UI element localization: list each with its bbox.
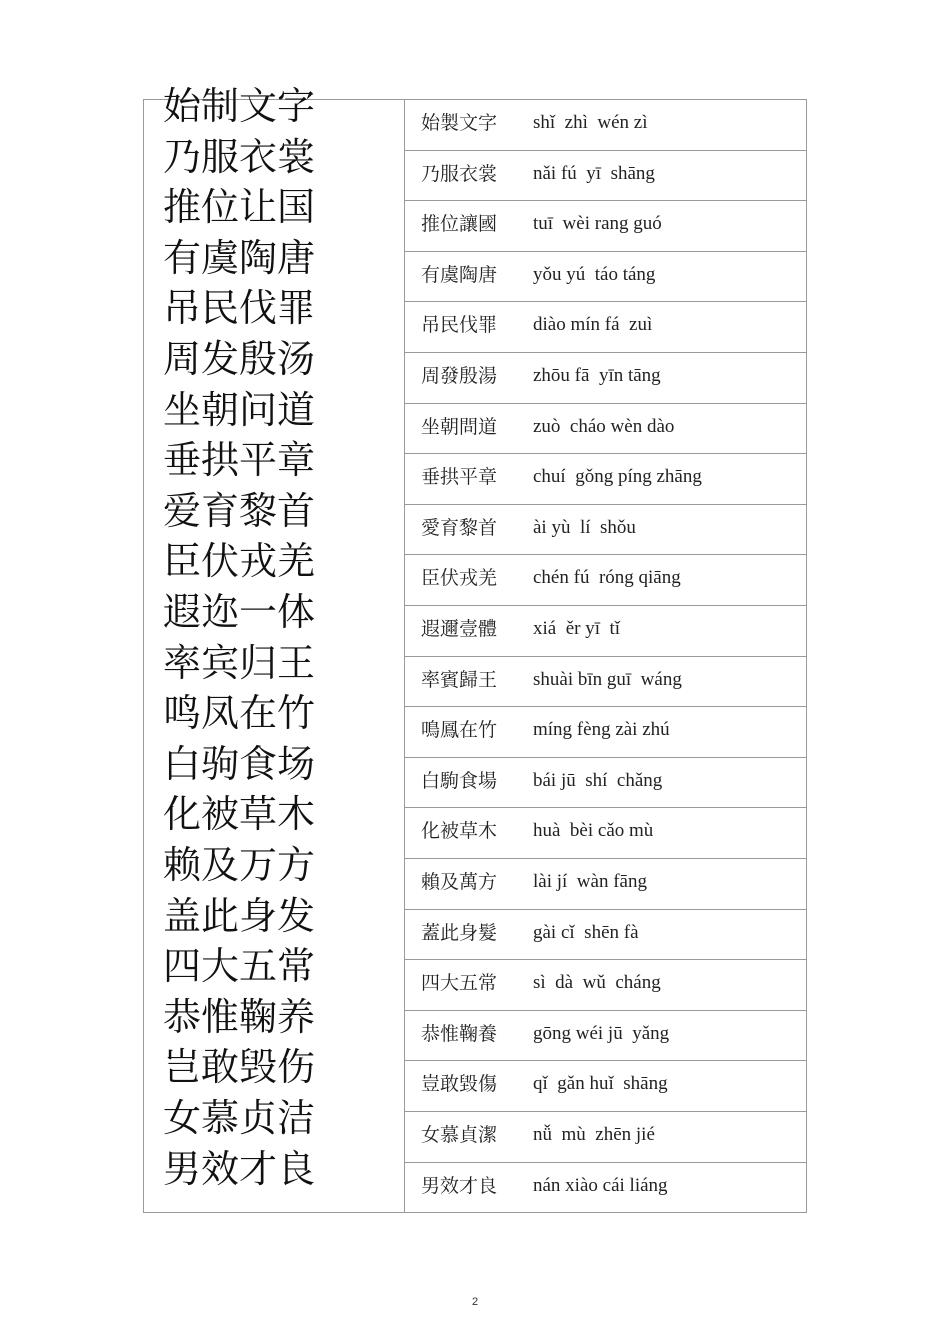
- traditional-phrase: 愛育黎首: [421, 516, 498, 539]
- row-separator: [404, 1162, 806, 1163]
- row-separator: [404, 1010, 806, 1011]
- row-separator: [404, 403, 806, 404]
- simplified-phrase: 盖此身发: [163, 893, 316, 938]
- pinyin-reading: chén fú róng qiāng: [533, 567, 681, 589]
- simplified-phrase: 吊民伐罪: [163, 286, 316, 331]
- row-separator: [404, 757, 806, 758]
- simplified-phrase: 赖及万方: [163, 843, 316, 887]
- pinyin-reading: nǎi fú yī shāng: [533, 162, 655, 184]
- row-separator: [404, 251, 806, 252]
- traditional-phrase: 乃服衣裳: [421, 162, 498, 185]
- simplified-phrase: 化被草木: [163, 792, 316, 837]
- simplified-phrase: 臣伏戎羌: [163, 539, 316, 584]
- pinyin-reading: chuí gǒng píng zhāng: [533, 466, 702, 488]
- row-separator: [404, 200, 806, 201]
- pinyin-reading: ài yù lí shǒu: [533, 516, 636, 538]
- traditional-phrase: 遐邇壹體: [421, 618, 498, 640]
- simplified-phrase: 有虞陶唐: [163, 235, 316, 280]
- simplified-phrase: 白驹食场: [163, 741, 316, 786]
- pinyin-reading: qǐ gǎn huǐ shāng: [533, 1073, 668, 1095]
- traditional-phrase: 女慕貞潔: [421, 1124, 498, 1146]
- pinyin-reading: zuò cháo wèn dào: [533, 415, 675, 437]
- traditional-phrase: 男效才良: [421, 1174, 498, 1197]
- simplified-phrase: 乃服衣裳: [163, 134, 316, 179]
- pinyin-reading: míng fèng zài zhú: [533, 719, 670, 741]
- row-separator: [404, 352, 806, 353]
- traditional-phrase: 垂拱平章: [421, 466, 498, 489]
- row-separator: [404, 706, 806, 707]
- traditional-phrase: 臣伏戎羌: [421, 567, 498, 590]
- pinyin-reading: yǒu yú táo táng: [533, 263, 656, 285]
- row-separator: [404, 453, 806, 454]
- pinyin-reading: nǚ mù zhēn jié: [533, 1124, 655, 1145]
- row-separator: [404, 605, 806, 606]
- simplified-phrase: 爱育黎首: [163, 488, 316, 533]
- row-separator: [404, 959, 806, 960]
- traditional-phrase: 鳴鳳在竹: [421, 719, 498, 742]
- traditional-phrase: 吊民伐罪: [421, 314, 498, 337]
- traditional-phrase: 坐朝問道: [421, 415, 498, 438]
- simplified-phrase: 男效才良: [163, 1146, 316, 1191]
- traditional-phrase: 賴及萬方: [421, 871, 498, 893]
- traditional-phrase: 始製文字: [421, 112, 498, 134]
- row-separator: [404, 656, 806, 657]
- simplified-phrase: 率宾归王: [163, 640, 316, 685]
- traditional-phrase: 豈敢毀傷: [421, 1073, 498, 1096]
- traditional-phrase: 蓋此身髮: [421, 921, 498, 944]
- simplified-phrase: 岂敢毁伤: [163, 1045, 316, 1090]
- pinyin-reading: shuài bīn guī wáng: [533, 668, 682, 690]
- simplified-phrase: 恭惟鞠养: [163, 994, 316, 1039]
- traditional-phrase: 化被草木: [421, 820, 498, 843]
- pinyin-reading: xiá ěr yī tǐ: [533, 618, 621, 639]
- traditional-phrase: 有虞陶唐: [421, 263, 498, 286]
- simplified-phrase: 始制文字: [163, 84, 316, 128]
- pinyin-reading: bái jū shí chǎng: [533, 769, 663, 791]
- row-separator: [404, 504, 806, 505]
- row-separator: [404, 150, 806, 151]
- traditional-phrase: 白駒食場: [421, 769, 498, 792]
- row-separator: [404, 1060, 806, 1061]
- row-separator: [404, 858, 806, 859]
- page-number: 2: [471, 1296, 479, 1308]
- row-separator: [404, 301, 806, 302]
- traditional-phrase: 率賓歸王: [421, 668, 498, 691]
- row-separator: [404, 909, 806, 910]
- row-separator: [404, 554, 806, 555]
- simplified-phrase: 推位让国: [163, 185, 316, 230]
- pinyin-reading: nán xiào cái liáng: [533, 1174, 668, 1196]
- pinyin-reading: sì dà wǔ cháng: [533, 972, 661, 994]
- simplified-phrase: 遐迩一体: [163, 590, 316, 634]
- pinyin-reading: shǐ zhì wén zì: [533, 112, 648, 133]
- pinyin-reading: tuī wèi rang guó: [533, 213, 662, 235]
- traditional-phrase: 四大五常: [421, 972, 498, 995]
- simplified-phrase: 坐朝问道: [163, 387, 316, 432]
- simplified-phrase: 周发殷汤: [163, 337, 316, 381]
- simplified-phrase: 鸣凤在竹: [163, 691, 316, 736]
- simplified-phrase: 垂拱平章: [163, 438, 316, 483]
- traditional-phrase: 周發殷湯: [421, 365, 498, 387]
- pinyin-reading: huà bèi cǎo mù: [533, 820, 654, 842]
- simplified-phrase: 女慕贞洁: [163, 1096, 316, 1140]
- pinyin-reading: lài jí wàn fāng: [533, 871, 647, 892]
- traditional-phrase: 恭惟鞠養: [421, 1022, 498, 1045]
- pinyin-reading: diào mín fá zuì: [533, 314, 653, 336]
- row-separator: [404, 1111, 806, 1112]
- traditional-phrase: 推位讓國: [421, 213, 498, 236]
- row-separator: [404, 807, 806, 808]
- pinyin-reading: zhōu fā yīn tāng: [533, 365, 661, 386]
- pinyin-reading: gài cǐ shēn fà: [533, 921, 639, 943]
- pinyin-reading: gōng wéi jū yǎng: [533, 1022, 670, 1044]
- simplified-phrase: 四大五常: [163, 944, 316, 989]
